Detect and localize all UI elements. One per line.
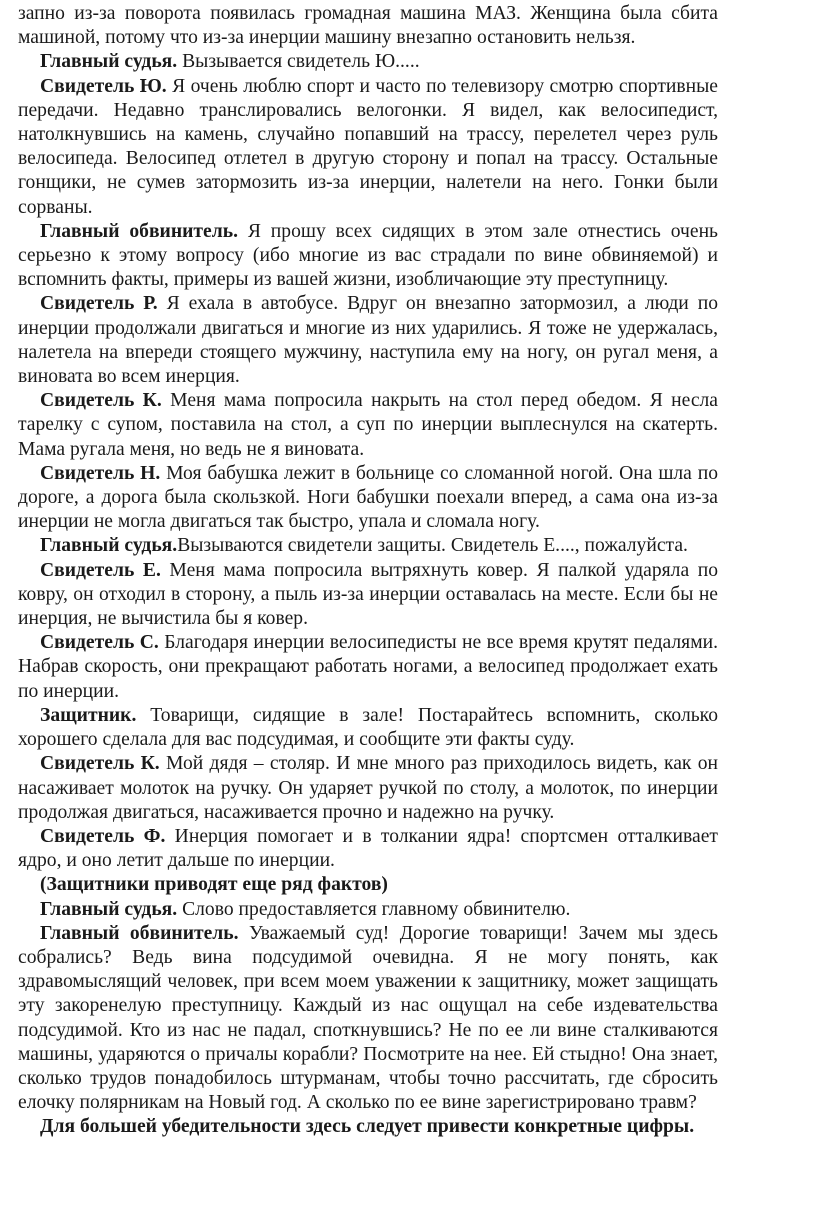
paragraph-text: Я очень люблю спорт и часто по телевизору смотрю спортивные передачи. Недавно транслировались велогонки. Я видел, как велосипедист, натолкнувшись на камень, случайно попавший на трассу, перелетел через руль велосипеда. Велосипед отлетел в другую сторону и попал на трассу. Остальные гонщики, не сумев затормозить из-за инерции, налетели на него. Гонки были сорваны. [18,75,718,218]
speaker-label: Защитник. [40,704,137,726]
note-text: Для большей убедительности здесь следует привести конкретные цифры. [40,1116,695,1138]
paragraph-text: Моя бабушка лежит в больнице со сломанной ногой. Она шла по дороге, а дорога была скользкой. Ноги бабушки поехали вперед, а сама она из-за инерции не могла двигаться так быстро, упала и сломала ногу. [18,462,718,533]
paragraph-stage-direction [18,873,718,897]
paragraph-text: Меня мама попросила накрыть на стол перед обедом. Я несла тарелку с супом, поставила на стол, а суп по инерции выплеснулся на скатерть. Мама ругала меня, но ведь не я виновата. [18,390,718,460]
speaker-label: Свидетель Ф. [40,825,166,847]
paragraph-witness-f [18,825,718,873]
paragraph-witness-e [18,559,718,632]
paragraph-witness-r [18,292,718,389]
speaker-label: Главный судья. [40,51,178,73]
paragraph-witness-k-2 [18,752,718,825]
paragraph-witness-s [18,631,718,704]
paragraph-text: Слово предоставляется главному обвинителю. [177,898,571,920]
paragraph-text: Вызывается свидетель Ю..... [177,51,420,73]
speaker-label: Свидетель Е. [40,559,161,581]
speaker-label: Свидетель К. [40,753,160,775]
paragraph-witness-k-1 [18,389,718,462]
speaker-label: Главный обвинитель. [40,922,239,944]
paragraph-note [18,1115,718,1139]
paragraph-judge-1 [18,50,718,74]
paragraph-defender [18,704,718,752]
paragraph-witness-n [18,462,718,535]
speaker-label: Главный судья. [40,898,178,920]
speaker-label: Свидетель Р. [40,293,158,315]
paragraph-text: Я ехала в автобусе. Вдруг он внезапно затормозил, а люди по инерции продолжали двигаться и многие из них ударились. Я тоже не удержалась, налетела на впереди стоящего мужчину, наступила ему на ногу, он ругал меня, а виновата во всем инерция. [18,293,718,388]
paragraph-text: Благодаря инерции велосипедисты не все время крутят педалями. Набрав скорость, они прекращают работать ногами, а велосипед продолжает ехать по инерции. [18,632,718,702]
paragraph-text: Я прошу всех сидящих в этом зале отнестись очень серьезно к этому вопросу (ибо многие из вас страдали по вине обвиняемой) и вспомнить факты, примеры из вашей жизни, изобличающие эту преступницу. [18,220,718,291]
speaker-label: Свидетель Ю. [40,75,167,97]
paragraph-text: Мой дядя – столяр. И мне много раз приходилось видеть, как он насаживает молоток на ручку. Он ударяет ручкой по столу, а молоток, по инерции продолжая двигаться, насаживается прочно и надежно на ручку. [18,753,719,823]
speaker-label: Свидетель К. [40,390,162,412]
stage-direction: (Защитники приводят еще ряд фактов) [40,874,388,896]
paragraph-witness-yu [18,75,718,220]
paragraph-prosecutor-2 [18,922,718,1116]
paragraph-text: Товарищи, сидящие в зале! Постарайтесь вспомнить, сколько хорошего сделала для вас подсудимая, и сообщите эти факты суду. [18,704,718,751]
speaker-label: Свидетель Н. [40,462,161,484]
paragraph-text: Вызываются свидетели защиты. Свидетель Е...., пожалуйста. [177,535,688,557]
paragraph-judge-3 [18,898,718,922]
paragraph-intro [18,2,718,50]
speaker-label: Главный судья. [40,535,178,557]
paragraph-prosecutor-1 [18,220,718,293]
speaker-label: Главный обвинитель. [40,220,238,242]
paragraph-judge-2 [18,534,718,558]
speaker-label: Свидетель С. [40,632,159,654]
paragraph-text: запно из-за поворота появилась громадная машина МАЗ. Женщина была сбита машиной, потому что из-за инерции машину внезапно остановить нельзя. [18,3,718,49]
paragraph-text: Меня мама попросила вытряхнуть ковер. Я палкой ударяла по ковру, он отходил в сторону, а пыль из-за инерции оставалась на месте. Если бы не инерция, не вычистила бы я ковер. [18,559,718,630]
document-page [18,2,718,1140]
paragraph-text: Инерция помогает и в толкании ядра! спортсмен отталкивает ядро, и оно летит дальше по инерции. [18,825,718,872]
paragraph-text: Уважаемый суд! Дорогие товарищи! Зачем мы здесь собрались? Ведь вина подсудимой очевидна. Я не могу понять, как здравомыслящий человек, при всем моем уважении к защитнику, может защищать эту закоренелую преступницу. Каждый из нас ощущал на себе издевательства подсудимой. Кто из нас не падал, споткнувшись? Не по ее ли вине сталкиваются машины, ударяются о причалы корабли? Посмотрите на нее. Ей стыдно! Она знает, сколько трудов понадобилось штурманам, чтобы точно рассчитать, где сбросить елочку полярникам на Новый год. А сколько по ее вине зарегистрировано травм? [18,922,718,1114]
